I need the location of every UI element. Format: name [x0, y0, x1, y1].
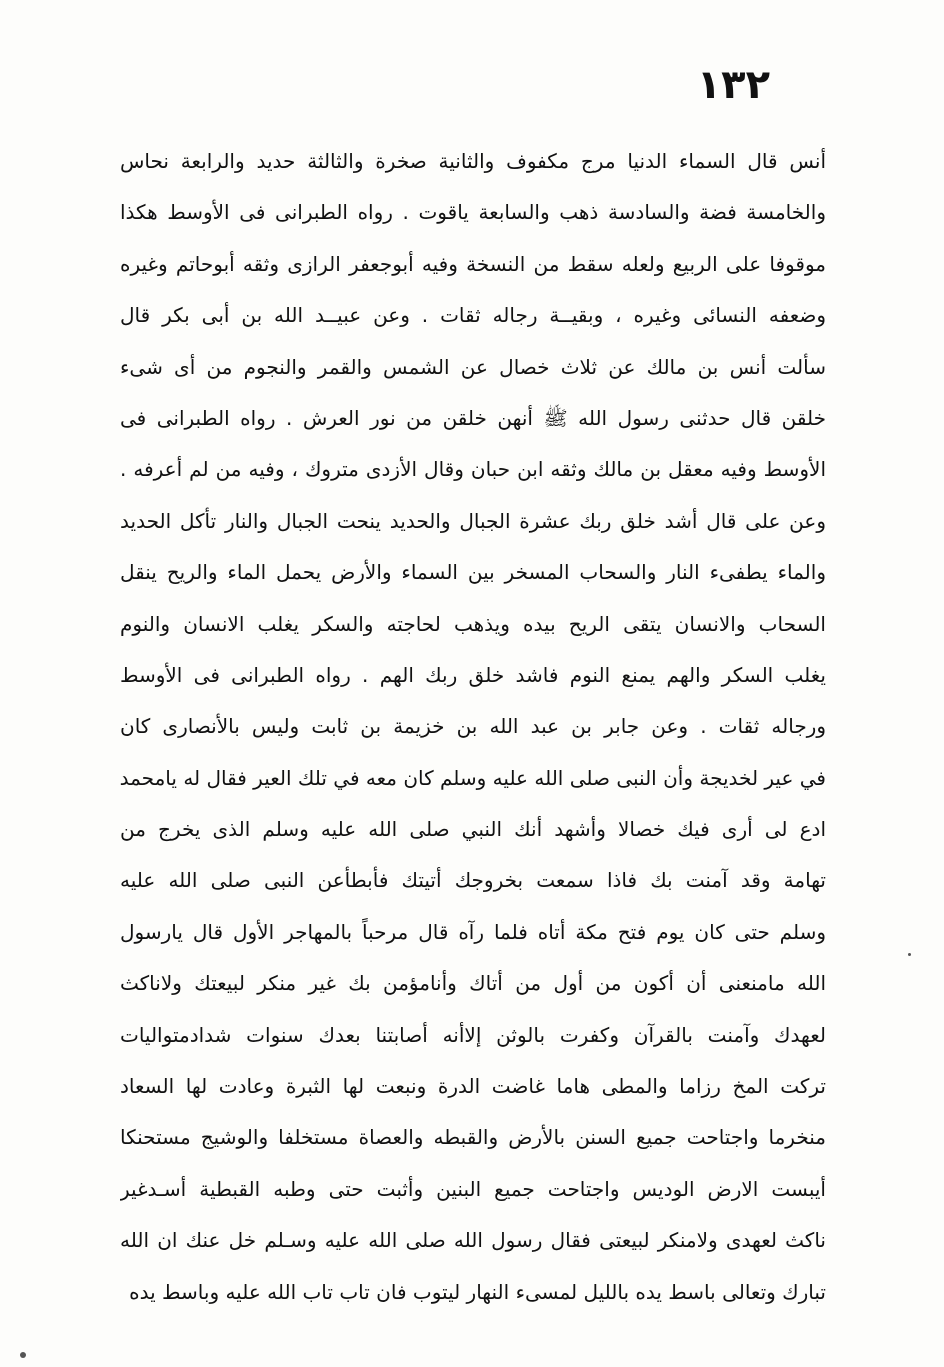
- text-line: أيبست الارض الوديس واجتاحت جميع البنين وأثبت حتى وطبه القبطية أسـدغير: [120, 1176, 826, 1201]
- text-line: السحاب والانسان يتقى الريح بيده ويذهب لحاجته والسكر يغلب الانسان والنوم: [120, 611, 826, 636]
- text-line: والماء يطفىء النار والسحاب المسخر بين السماء والأرض يحمل الماء والريح ينقل: [120, 560, 826, 585]
- text-line: ناكث لعهدى ولامنكر لبيعتى فقال رسول الله صلى الله عليه وسـلم خل عنك ان الله: [120, 1228, 826, 1253]
- scan-speck: [20, 1352, 26, 1358]
- text-line: منخرما واجتاحت جميع السنن بالأرض والقبطه والعصاة مستخلفا والوشيج مستحنكا: [120, 1125, 826, 1150]
- body-text: [120, 136, 826, 1318]
- scan-speck: [908, 953, 911, 956]
- text-line: خلقن قال حدثنى رسول الله ﷺ أنهن خلقن من نور العرش . رواه الطبرانى فى: [120, 405, 826, 430]
- text-line: لعهدك وآمنت بالقرآن وكفرت بالوثن إلاأنه أصابتنا بعدك سنوات شدادمتواليات: [120, 1022, 826, 1047]
- text-line: موقوفا على الربيع ولعله سقط من النسخة وفيه أبوجعفر الرازى وثقه أبوحاتم وغيره: [120, 251, 826, 276]
- text-line: أنس قال السماء الدنيا مرج مكفوف والثانية صخرة والثالثة حديد والرابعة نحاس: [120, 149, 826, 173]
- page-number: ١٣٢: [696, 62, 770, 108]
- text-line: وضعفه النسائى وغيره ، وبقيــة رجاله ثقات . وعن عبيــد الله بن أبى بكر قال: [120, 303, 826, 328]
- text-line: تهامة وقد آمنت بك فاذا سمعت بخروجك أتيتك فأبطأعن النبى صلى الله عليه: [120, 868, 826, 893]
- text-line: الله مامنعنى أن أكون من أول من أتاك وأنامؤمن بك غير منكر لبيعتك ولاناكث: [120, 971, 826, 996]
- text-line: في عير لخديجة وأن النبى صلى الله عليه وسلم كان معه في تلك العير فقال له يامحمد: [120, 765, 826, 790]
- text-line: ادع لى أرى فيك خصالا وأشهد أنك النبي صلى الله عليه وسلم الذى يخرج من: [120, 817, 826, 842]
- text-line: سألت أنس بن مالك عن ثلاث خصال عن الشمس والقمر والنجوم من أى شىء: [120, 354, 826, 379]
- text-line: تركت المخ رزاما والمطى هاما غاضت الدرة ونبعت لها الثبرة وعادت لها السعاد: [120, 1074, 826, 1099]
- text-line: يغلب السكر والهم يمنع النوم فاشد خلق ربك الهم . رواه الطبرانى فى الأوسط: [120, 662, 826, 687]
- text-line: تبارك وتعالى باسط يده بالليل لمسىء النهار ليتوب فان تاب تاب الله عليه وباسط يده: [129, 1279, 826, 1304]
- text-line: وعن على قال أشد خلق ربك عشرة الجبال والحديد ينحت الجبال والنار تأكل الحديد: [120, 508, 826, 533]
- text-line: ورجاله ثقات . وعن جابر بن عبد الله بن خزيمة بن ثابت وليس بالأنصارى كان: [120, 714, 826, 739]
- text-line: الأوسط وفيه معقل بن مالك وثقه ابن حبان وقال الأزدى متروك ، وفيه من لم أعرفه .: [120, 457, 826, 482]
- text-line: والخامسة فضة والسادسة ذهب والسابعة ياقوت . رواه الطبرانى فى الأوسط هكذا: [120, 200, 826, 225]
- text-line: وسلم حتى كان يوم فتح مكة أتاه فلما رآه قال مرحباً بالمهاجر الأول قال يارسول: [120, 919, 826, 944]
